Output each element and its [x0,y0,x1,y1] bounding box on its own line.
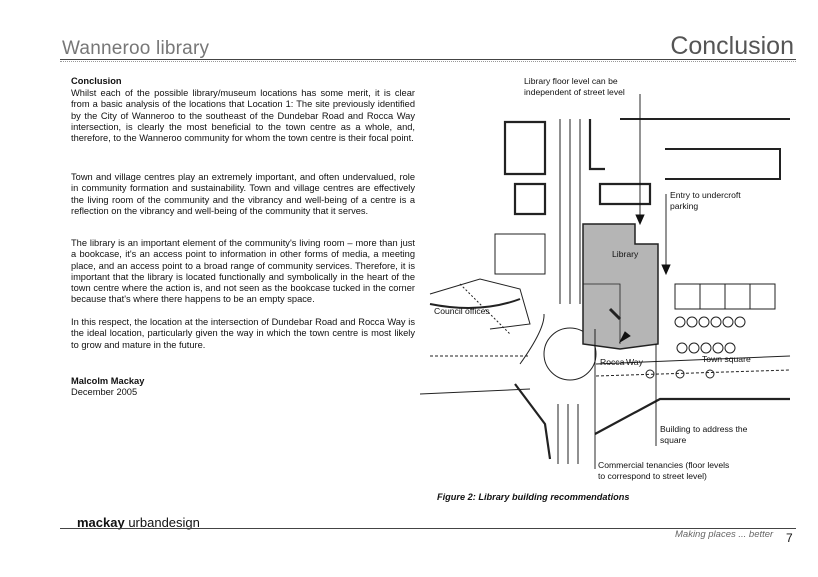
author-name: Malcolm Mackay [71,376,145,386]
road-edge-sw [420,389,530,394]
document-title: Wanneroo library [62,38,210,59]
paragraph-4: In this respect, the location at the intersection of Dundebar Road and Rocca Way is the ideal location, particularly given the way in which the town centre is most likely to grow and mature in the future. [71,317,415,350]
footer-tagline: Making places ... better [675,529,774,540]
library-building [583,224,658,349]
label-entry-2: parking [670,201,699,211]
label-council: Council offices [434,306,490,316]
label-floor-level-2: independent of street level [524,87,625,97]
building-nw-2 [515,184,545,214]
label-library: Library [612,249,639,259]
brand-rest: urbandesign [124,515,200,530]
building-sw [515,384,550,459]
lot-3 [725,284,750,309]
paragraph-3: The library is an important element of the community's living room – more than just a bookcase, it's an access point to information in other forms of media, a meeting place, and an access point to a broad range of community services. Therefore, it is important that the library is located functionally and symbolically in the heart of the town centre where the action is, and not seen as the bookcase tucked in the corner because that's where there happens to be an empty space. [71,238,415,305]
building-nw-3 [495,234,545,274]
paragraph-2: Town and village centres play an extremely important, and often undervalued, role in community formation and sustainability. Town and village centres are effectively the living room of the community and the vibrancy and well-being of a centre is a reflection on the vibrancy and well-being of the community that it serves. [71,172,415,216]
lot-4 [750,284,775,309]
label-way: Way [626,357,643,367]
label-town-square: Town square [702,354,751,364]
label-building-2: square [660,435,687,445]
site-plan-figure [420,74,810,494]
arrow-floor-level [636,215,644,224]
label-commercial-1: Commercial tenancies (floor levels [598,460,730,470]
label-building-1: Building to address the [660,424,748,434]
road-centreline-east [596,370,790,376]
lot-2 [700,284,725,309]
road-curve-nw [520,314,544,364]
building-ne-edge [590,119,605,169]
brand-bold: mackay [77,515,125,530]
building-nw-1 [505,122,545,174]
body-heading: Conclusion [71,76,122,86]
building-ne-2 [665,149,780,179]
header-divider-dotted [60,61,796,62]
section-title: Conclusion [670,32,794,60]
paragraph-1: Whilst each of the possible library/museum locations has some merit, it is clear from a basic analysis of the locations that Location 1: The site previously identified by the City of Wanneroo to the southeast of the Dundebar Road and Rocca Way intersection, is clearly the most beneficial to the town centre as a whole, and, therefore, to the Wanneroo community for whom the town centre is their focal point. [71,88,415,144]
building-ne-1 [600,184,650,204]
figure-caption: Figure 2: Library building recommendations [437,492,630,502]
arrow-entry [662,265,670,274]
lot-1 [675,284,700,309]
page-number: 7 [786,531,793,545]
label-entry-1: Entry to undercroft [670,190,741,200]
label-commercial-2: to correspond to street level) [598,471,707,481]
tree-row [646,317,745,378]
author-date: December 2005 [71,387,138,397]
label-floor-level-1: Library floor level can be [524,76,618,86]
header-divider [60,59,796,60]
label-rocca: Rocca [600,357,625,367]
